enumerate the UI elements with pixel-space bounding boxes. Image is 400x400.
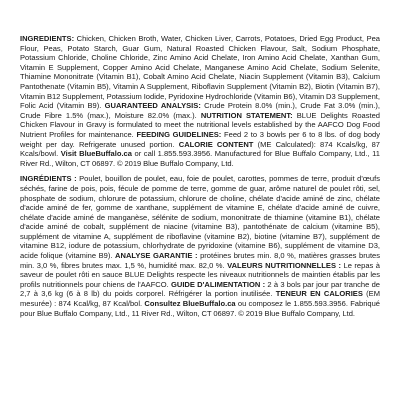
calorie-content-heading-fr: TENEUR EN CALORIES (275, 289, 363, 299)
guaranteed-analysis-text: Crude Protein 8.0% (min.), Crude Fat 3.0% (min.), Crude Fibre 1.5% (max.), Moisture 82.0% (max.). (20, 101, 381, 120)
ingredients-list-fr: Poulet, bouillon de poulet, eau, foie de poulet, carottes, pommes de terre, produit d'œufs séchés, farine de pois, pois, fécule de pomme de terre, gomme de guar, arôme naturel de poulet rôti, sel, phosphate de sodium, chlorure de potassium, chlorure de choline, chélate d'acide aminé de zinc, chélate d'acide aminé de fer, gomme de xanthane, supplément de vitamine E, chélate d'acide aminé de cuivre, chélate d'acide aminé de manganèse, sélénite de sodium, mononitrate de thiamine (vitamine B1), chélate d'acide aminé de cobalt, supplément de niacine (vitamine B3), pantothénate de calcium (vitamine B5), supplément de vitamine A, supplément de riboflavine (vitamine B2), biotine (vitamine B7), supplément de vitamine B12, iodure de potassium, chlorhydrate de pyridoxine (vitamine B6), supplément de vitamine D3, acide folique (vitamine B9). (20, 174, 380, 261)
nutrition-statement-text-fr: Le repas à saveur de poulet rôti en sauce BLUE Delights respecte les niveaux nutritionnels de maintien établis par les profils nutritionnels pour chiens de l'AAFCO. (20, 260, 380, 289)
calorie-content-text-fr: (EM mesurée) : 874 Kcal/kg, 87 Kcal/bol. (20, 289, 380, 309)
nutrition-statement-text: BLUE Delights Roasted Chicken Flavour in Gravy is formulated to meet the nutritional levels established by the AAFCO Dog Food Nutrient Profiles for maintenance. (20, 110, 380, 139)
manufacturer-text: or call 1.855.593.3956. Manufactured for Blue Buffalo Company, Ltd., 11 River Rd., Wilton, CT 06897. © 2019 Blue Buffalo Company, Ltd. (20, 149, 380, 168)
calorie-content-heading: CALORIE CONTENT (178, 139, 254, 149)
guaranteed-analysis-heading: GUARANTEED ANALYSIS: (104, 101, 201, 111)
english-label-text (20, 34, 380, 168)
ingredients-list: Chicken, Chicken Broth, Water, Chicken Liver, Carrots, Potatoes, Dried Egg Product, Pea Flour, Peas, Potato Starch, Guar Gum, Natural Roasted Chicken Flavour, Salt, Sodium Phosphate, Potassium Chloride, Choline Chloride, Zinc Amino Acid Chelate, Iron Amino Acid Chelate, Xanthan Gum, Vitamin E Supplement, Copper Amino Acid Chelate, Manganese Amino Acid Chelate, Sodium Selenite, Thiamine Mononitrate (Vitamin B1), Cobalt Amino Acid Chelate, Niacin Supplement (Vitamin B3), Calcium Pantothenate (Vitamin B5), Vitamin A Supplement, Riboflavin Supplement (Vitamin B2), Biotin (Vitamin B7), Vitamin B12 Supplement, Potassium Iodide, Pyridoxine Hydrochloride (Vitamin B6), Vitamin D3 Supplement, Folic Acid (Vitamin B9). (20, 34, 380, 111)
calorie-content-text: (ME Calculated): 874 Kcals/kg, 87 Kcals/bowl. (20, 139, 380, 159)
feeding-guidelines-heading: FEEDING GUIDELINES: (136, 129, 222, 139)
visit-website-heading: Visit BlueBuffalo.ca (60, 149, 132, 159)
feeding-guidelines-text-fr: 2 à 3 bols par jour par tranche de 2,7 à 3,6 kg (6 à 8 lb) du poids corporel. Réfrigérer la portion inutilisée. (20, 279, 380, 299)
guaranteed-analysis-text-fr: protéines brutes min. 8,0 %, matières grasses brutes min. 3,0 %, fibres brutes max. 1,5 %, humidité max. 82,0 %. (20, 251, 381, 270)
manufacturer-text-fr: ou composez le 1.855.593.3956. Fabriqué pour Blue Buffalo Company, Ltd., 11 River Rd., Wilton, CT 06897. © 2019 Blue Buffalo Company, Ltd. (20, 299, 380, 318)
guaranteed-analysis-heading-fr: ANALYSE GARANTIE : (115, 251, 198, 261)
french-label-text (20, 174, 380, 318)
ingredients-heading: INGREDIENTS: (20, 34, 75, 43)
feeding-guidelines-text: Feed 2 to 3 bowls per 6 to 8 lbs. of dog body weight per day. Refrigerate unused portion. (20, 129, 380, 149)
nutrition-statement-heading-fr: VALEURS NUTRITIONNELLES : (227, 260, 341, 270)
visit-website-heading-fr: Consultez BlueBuffalo.ca (144, 299, 236, 309)
ingredients-heading-fr: INGRÉDIENTS : (20, 174, 77, 184)
nutrition-statement-heading: NUTRITION STATEMENT: (200, 110, 293, 120)
feeding-guidelines-heading-fr: GUIDE D'ALIMENTATION : (171, 279, 266, 289)
